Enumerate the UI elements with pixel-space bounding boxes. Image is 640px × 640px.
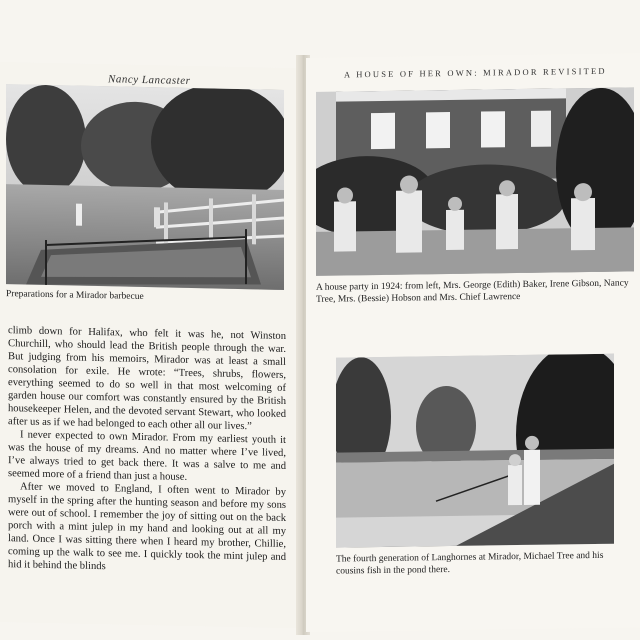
paragraph-2: I never expected to own Mirador. From my earliest youth it was the house of my dreams. And no matter where I’ve lived, I’ve always tried to get back there. It was a salve to me and seemed more of a friend than just a house. [8, 429, 286, 483]
barbecue-photo-image [6, 84, 284, 290]
fishing-photo-image [336, 354, 614, 548]
right-page [306, 53, 640, 632]
paragraph-1: climb down for Halifax, who felt it was he, not Winston Churchill, who should lead the British people through the war. But judging from his memoirs, Mirador was at least a small consolation for exile. He wrote: “Trees, shrubs, flowers, everything seemed to do so well in that most welcoming of garden house our comfort was constantly ensured by the British housekeeper Helen, and the devoted servant Stewart, who looked after us as if we had belonged to each other all our lives.” [8, 325, 286, 433]
left-running-head: Nancy Lancaster [108, 73, 191, 87]
house-party-photo-image [316, 87, 634, 275]
barbecue-caption: Preparations for a Mirador barbecue [6, 289, 144, 303]
house-party-photo [316, 87, 634, 275]
paragraph-3: After we moved to England, I often went to Mirador by myself in the spring after the hunting season and before my sons were out of school. I remember the joy of sitting out on the back porch with a mint julep in my hand and looking out at all my land. Once I was sitting there when I heard my brother, Chillie, coming up the walk to see me. I quickly took the mint julep and hid it behind the blinds [8, 481, 286, 573]
barbecue-photo [6, 84, 284, 290]
fishing-caption: The fourth generation of Langhornes at Mirador, Michael Tree and his cousins fish in the pond there. [336, 550, 604, 577]
left-page [0, 62, 300, 628]
house-party-caption: A house party in 1924: from left, Mrs. George (Edith) Baker, Irene Gibson, Nancy Tree, Mrs. (Bessie) Hobson and Mrs. Chief Lawrence [316, 278, 629, 305]
right-running-head: A HOUSE OF HER OWN: MIRADOR REVISITED [344, 65, 607, 80]
left-body-text [8, 324, 286, 577]
fishing-photo [336, 354, 614, 548]
